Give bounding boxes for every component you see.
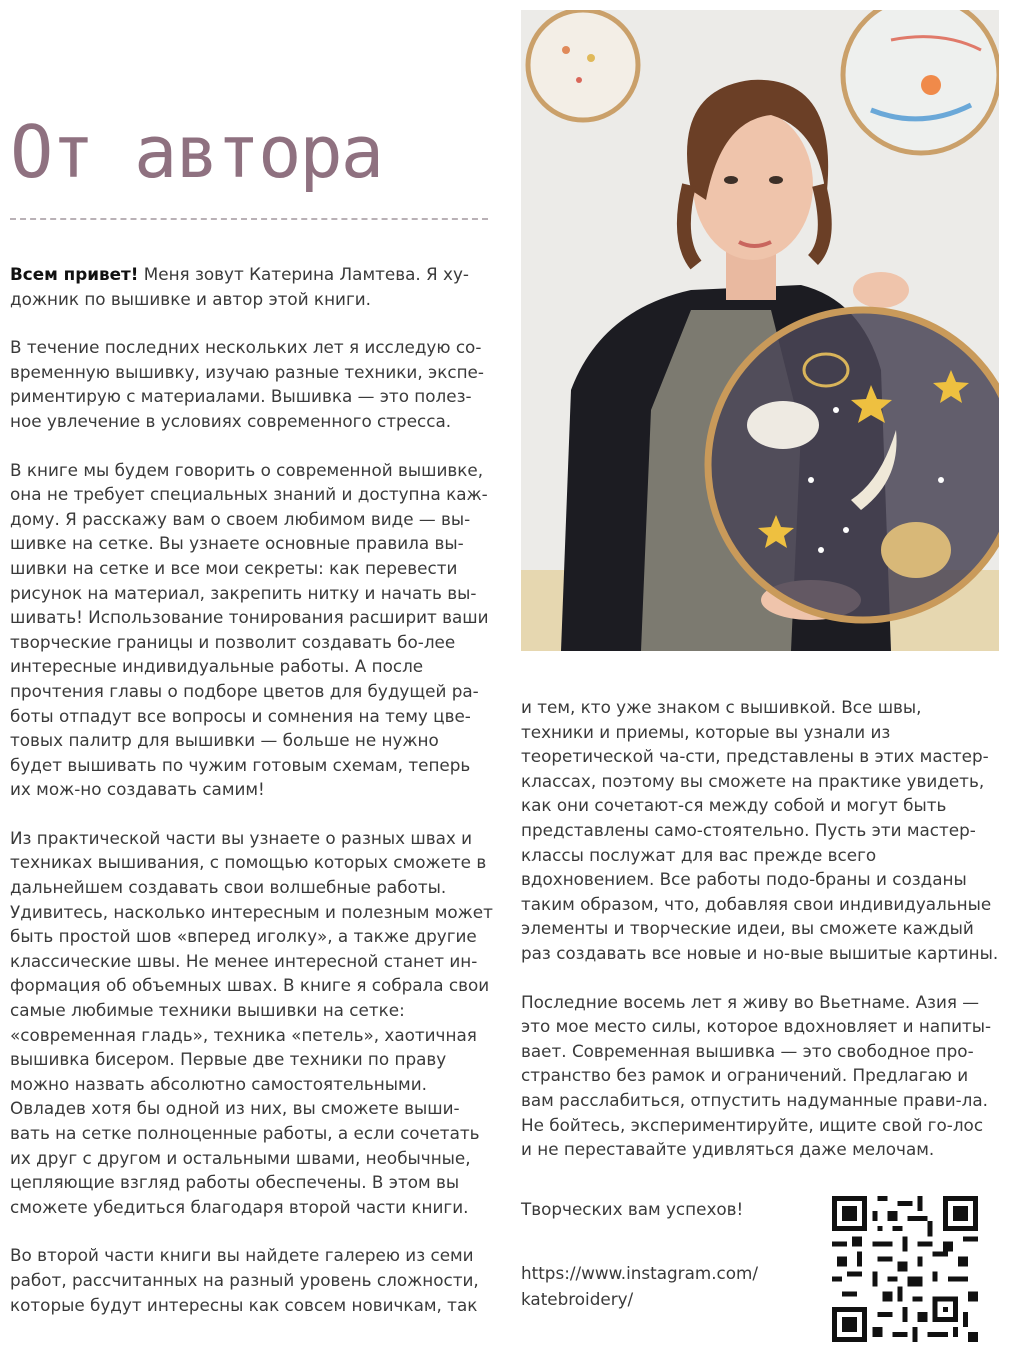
greeting: Всем привет!	[10, 264, 139, 284]
author-photo	[521, 10, 999, 651]
paragraph: В книге мы будем говорить о современной вышивке, она не требует специальных знаний и доступна каж-дому. Я расскажу вам о своем любимом виде — вы-шивке на сетке. Вы узнаете основные правила вы-шивки на сетке и все мои секреты: как перевести рисунок на материал, закрепить нитку и начать вы-шивать! Использование тонирования расширит ваши творческие границы и позволит создавать бо-лее интересные индивидуальные работы. А после прочтения главы о подборе цветов для будущей ра-боты отпадут все вопросы и сомнения на тему цве-товых палитр для вышивки — больше не нужно будет вышивать по чужим готовым схемам, теперь их мож-но создавать самим!	[10, 459, 489, 800]
left-column	[10, 262, 495, 1341]
paragraph: Последние восемь лет я живу во Вьетнаме. Азия — это мое место силы, которое вдохновляет и напиты-вает. Современная вышивка — это свободное про-странство без рамок и ограничений. Предлагаю и вам расслабиться, отпустить надуманные прави-ла. Не бойтесь, экспериментируйте, ищите свой го-лос и не переставайте удивляться даже мелочам.	[521, 991, 992, 1160]
url-line: https://www.instagram.com/	[521, 1263, 759, 1283]
url-line: katebroidery/	[521, 1289, 634, 1309]
page-title: От автора	[10, 110, 383, 194]
paragraph: В течение последних нескольких лет я исследую со-временную вышивку, изучаю разные техники, экспе-риментирую с материалами. Вышивка — это полез-ное увлечение в условиях современного стресса.	[10, 337, 484, 431]
intro-paragraph	[10, 262, 495, 311]
intro-text: Меня зовут Катерина Ламтева. Я ху-дожник по вышивке и автор этой книги.	[10, 264, 469, 309]
paragraph: Из практической части вы узнаете о разных швах и техниках вышивания, с помощью которых сможете в дальнейшем создавать свои волшебные работы. Удивитесь, насколько интересным и полезным может быть простой шов «вперед иголку», а также другие классические швы. Не менее интересной станет ин-формация об объемных швах. В книге я собрала свои самые любимые техники вышивки на сетке: «современная гладь», техника «петель», хаотичная вышивка бисером. Первые две техники по праву можно назвать абсолютно самостоятельными. Овладев хотя бы одной из них, вы сможете выши-вать на сетке полноценные работы, а если сочетать их друг с другом и остальными швами, необычные, цепляющие взгляд работы обеспечены. В этом вы сможете убедиться благодаря второй части книги.	[10, 827, 493, 1217]
qr-code	[832, 1196, 978, 1342]
instagram-link[interactable]	[521, 1260, 801, 1312]
paragraph: и тем, кто уже знаком с вышивкой. Все швы, техники и приемы, которые вы узнали из теоретической ча-сти, представлены в этих мастер-классах, поэтому вы сможете на практике увидеть, как они сочетают-ся между собой и могут быть представлены само-стоятельно. Пусть эти мастер-классы послужат для вас прежде всего вдохновением. Все работы подо-браны и созданы таким образом, что, добавляя свои индивидуальные элементы и творческие идеи, вы сможете каждый раз создавать все новые и но-вые вышитые картины.	[521, 697, 999, 963]
paragraph: Во второй части книги вы найдете галерею из семи работ, рассчитанных на разный уровень сложности, которые будут интересны как совсем новичкам, так	[10, 1245, 479, 1315]
author-photo-illustration	[521, 10, 999, 651]
signoff: Творческих вам успехов!	[521, 1199, 744, 1219]
dashed-divider	[10, 218, 488, 220]
right-column	[521, 695, 999, 1186]
